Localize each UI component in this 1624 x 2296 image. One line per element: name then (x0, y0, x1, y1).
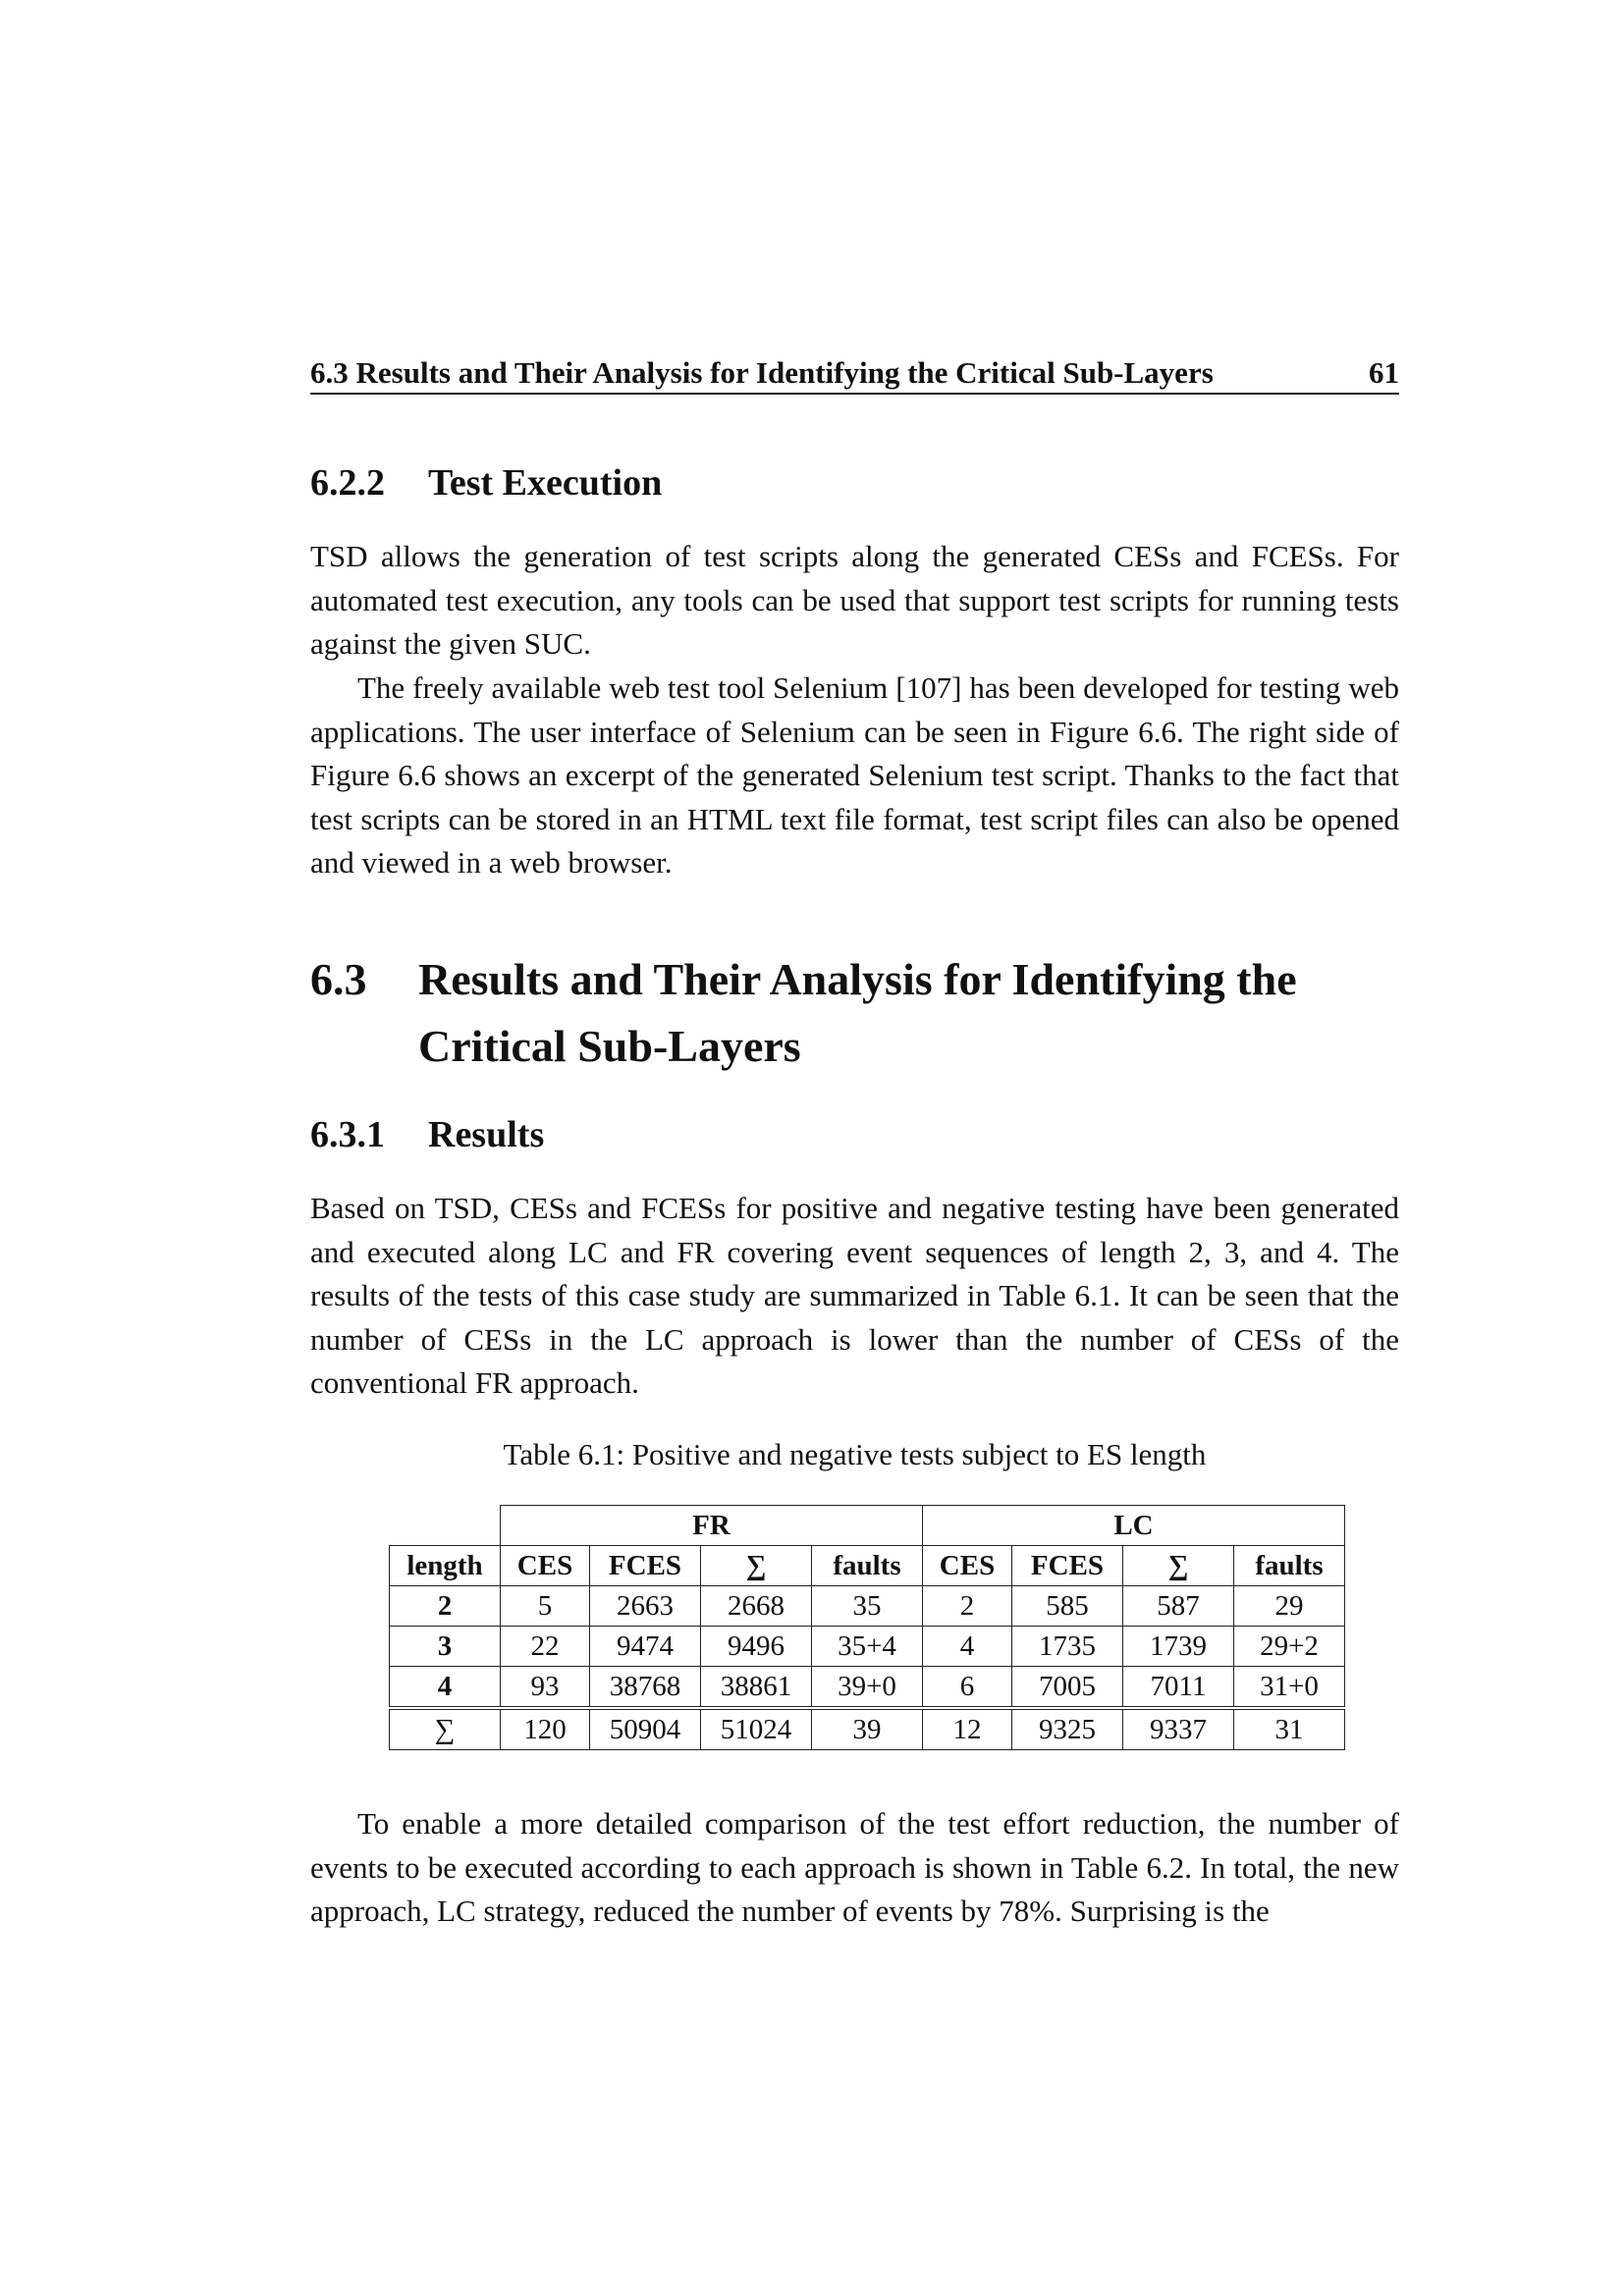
table-total-row (390, 1708, 1345, 1750)
cell-fr-sum: 2668 (701, 1586, 812, 1627)
cell-total-fr-ces: 120 (501, 1708, 590, 1750)
paragraph-tsd-test-scripts: TSD allows the generation of test scripts along the generated CESs and FCESs. For automated test execution, any tools can be used that support test scripts for running tests against the given SUC. (310, 539, 1399, 661)
cell-length: 4 (390, 1667, 501, 1709)
cell-total-fr-fces: 50904 (590, 1708, 701, 1750)
cell-fr-fces: 2663 (590, 1586, 701, 1627)
subsection-number: 6.3.1 (310, 1114, 385, 1155)
running-title: 6.3 Results and Their Analysis for Identifying the Critical Sub-Layers (310, 355, 1214, 390)
cell-lc-ces: 6 (923, 1667, 1012, 1709)
column-header-length: length (390, 1546, 501, 1586)
column-header-fr-fces: FCES (590, 1546, 701, 1586)
column-header-lc-faults: faults (1234, 1546, 1345, 1586)
cell-lc-faults: 31+0 (1234, 1667, 1345, 1709)
cell-lc-sum: 1739 (1123, 1627, 1234, 1667)
table-column-header-row (390, 1546, 1345, 1586)
results-table (389, 1505, 1345, 1750)
group-header-fr: FR (501, 1506, 923, 1546)
table-corner-cell (390, 1506, 501, 1546)
table-row (390, 1667, 1345, 1709)
cell-lc-sum: 7011 (1123, 1667, 1234, 1709)
cell-fr-sum: 38861 (701, 1667, 812, 1709)
cell-fr-ces: 22 (501, 1627, 590, 1667)
cell-length: 3 (390, 1627, 501, 1667)
paragraph-selenium: The freely available web test tool Selenium [107] has been developed for testing web applications. The user interface of Selenium can be seen in Figure 6.6. The right side of Figure 6.6 shows an excerpt of the generated Selenium test script. Thanks to the fact that test scripts can be stored in an HTML text file format, test script files can also be opened and viewed in a web browser. (310, 670, 1399, 880)
cell-lc-fces: 1735 (1012, 1627, 1123, 1667)
subsection-number: 6.2.2 (310, 462, 385, 504)
table-row (390, 1586, 1345, 1627)
cell-fr-fces: 9474 (590, 1627, 701, 1667)
cell-fr-faults: 39+0 (812, 1667, 923, 1709)
section-title: Results and Their Analysis for Identifying the Critical Sub-Layers (418, 954, 1297, 1071)
cell-total-lc-fces: 9325 (1012, 1708, 1123, 1750)
table-row (390, 1627, 1345, 1667)
subsection-title: Results (428, 1114, 545, 1155)
cell-lc-ces: 2 (923, 1586, 1012, 1627)
group-header-lc: LC (923, 1506, 1345, 1546)
cell-lc-faults: 29 (1234, 1586, 1345, 1627)
cell-fr-sum: 9496 (701, 1627, 812, 1667)
cell-fr-faults: 35+4 (812, 1627, 923, 1667)
cell-lc-fces: 7005 (1012, 1667, 1123, 1709)
cell-total-fr-faults: 39 (812, 1708, 923, 1750)
cell-fr-ces: 5 (501, 1586, 590, 1627)
cell-lc-faults: 29+2 (1234, 1627, 1345, 1667)
cell-total-lc-ces: 12 (923, 1708, 1012, 1750)
paragraph-effort-reduction: To enable a more detailed comparison of the test effort reduction, the number of events to be executed according to each approach is shown in Table 6.2. In total, the new approach, LC strategy, reduced the number of events by 78%. Surprising is the (310, 1806, 1399, 1928)
section-number: 6.3 (310, 954, 367, 1004)
table-group-header-row (390, 1506, 1345, 1546)
cell-length: 2 (390, 1586, 501, 1627)
cell-lc-fces: 585 (1012, 1586, 1123, 1627)
subsection-heading-results (310, 1111, 544, 1158)
table-caption: Table 6.1: Positive and negative tests subject to ES length (503, 1437, 1207, 1471)
page-number: 61 (1369, 355, 1399, 390)
column-header-lc-sum: ∑ (1123, 1546, 1234, 1586)
cell-lc-sum: 587 (1123, 1586, 1234, 1627)
subsection-heading-test-execution (310, 459, 662, 507)
cell-fr-faults: 35 (812, 1586, 923, 1627)
column-header-lc-fces: FCES (1012, 1546, 1123, 1586)
cell-fr-fces: 38768 (590, 1667, 701, 1709)
paragraph-results-summary: Based on TSD, CESs and FCESs for positive and negative testing have been generated and executed along LC and FR covering event sequences of length 2, 3, and 4. The results of the tests of this case study are summarized in Table 6.1. It can be seen that the number of CESs in the LC approach is lower than the number of CESs of the conventional FR approach. (310, 1191, 1399, 1400)
column-header-lc-ces: CES (923, 1546, 1012, 1586)
cell-fr-ces: 93 (501, 1667, 590, 1709)
cell-total-label: ∑ (390, 1708, 501, 1750)
running-header (310, 349, 1399, 395)
cell-total-lc-faults: 31 (1234, 1708, 1345, 1750)
column-header-fr-ces: CES (501, 1546, 590, 1586)
column-header-fr-faults: faults (812, 1546, 923, 1586)
cell-lc-ces: 4 (923, 1627, 1012, 1667)
section-heading-results-analysis (310, 946, 1361, 1080)
subsection-title: Test Execution (428, 462, 663, 504)
cell-total-lc-sum: 9337 (1123, 1708, 1234, 1750)
column-header-fr-sum: ∑ (701, 1546, 812, 1586)
cell-total-fr-sum: 51024 (701, 1708, 812, 1750)
